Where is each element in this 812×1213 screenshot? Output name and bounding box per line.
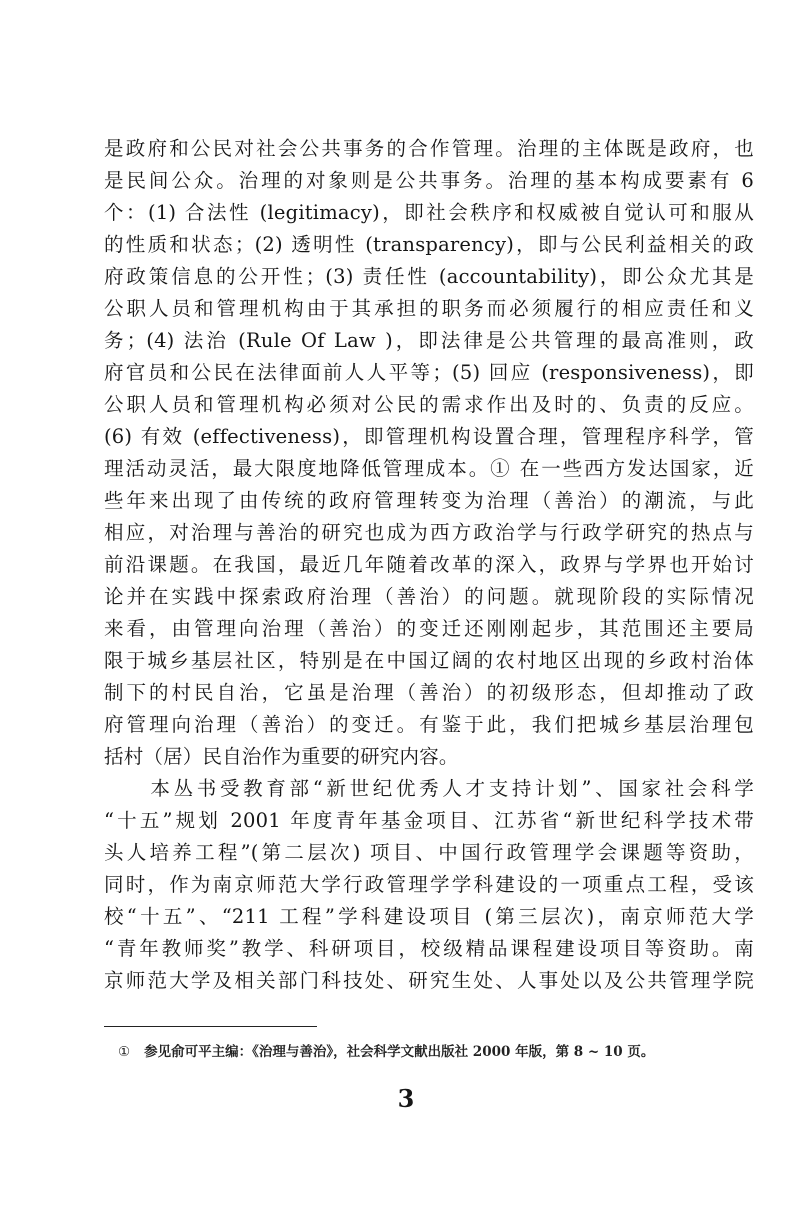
text-line: 务；(4) 法治 (Rule Of Law )，即法律是公共管理的最高准则，政: [104, 329, 754, 352]
text-line: (6) 有效 (effectiveness)，即管理机构设置合理，管理程序科学，管: [104, 425, 754, 448]
text-line: 前沿课题。在我国，最近几年随着改革的深入，政界与学界也开始讨: [104, 553, 754, 576]
text-line: 公职人员和管理机构必须对公民的需求作出及时的、负责的反应。: [104, 393, 754, 416]
text-line: 同时，作为南京师范大学行政管理学学科建设的一项重点工程，受该: [104, 873, 754, 896]
text-line: 京师范大学及相关部门科技处、研究生处、人事处以及公共管理学院: [104, 969, 754, 992]
text-line: 的性质和状态；(2) 透明性 (transparency)，即与公民利益相关的政: [104, 233, 754, 256]
text-line: 校“十五”、“211 工程”学科建设项目 (第三层次)，南京师范大学: [104, 905, 754, 928]
page-number: 3: [397, 1084, 415, 1113]
body-text: [104, 133, 754, 997]
text-line: 头人培养工程”(第二层次) 项目、中国行政管理学会课题等资助，: [104, 841, 754, 864]
footnote-text: 参见俞可平主编：《治理与善治》，社会科学文献出版社 2000 年版，第 8 ~ 10 页。: [144, 1044, 655, 1060]
text-line: 府官员和公民在法律面前人人平等；(5) 回应 (responsiveness)，即: [104, 361, 754, 384]
text-line: 些年来出现了由传统的政府管理转变为治理（善治）的潮流，与此: [104, 489, 754, 512]
text-line: 来看，由管理向治理（善治）的变迁还刚刚起步，其范围还主要局: [104, 617, 754, 640]
footnote-mark: ①: [118, 1044, 131, 1060]
text-line: 是民间公众。治理的对象则是公共事务。治理的基本构成要素有 6: [104, 169, 754, 192]
text-line: 论并在实践中探索政府治理（善治）的问题。就现阶段的实际情况: [104, 585, 754, 608]
text-line: 理活动灵活，最大限度地降低管理成本。① 在一些西方发达国家，近: [104, 457, 754, 480]
text-line: “青年教师奖”教学、科研项目，校级精品课程建设项目等资助。南: [104, 937, 754, 960]
footnote: [118, 1042, 654, 1062]
footnote-divider: [104, 1026, 317, 1027]
text-line: 制下的村民自治，它虽是治理（善治）的初级形态，但却推动了政: [104, 681, 754, 704]
text-line: 是政府和公民对社会公共事务的合作管理。治理的主体既是政府，也: [104, 137, 754, 160]
text-line: 本丛书受教育部“新世纪优秀人才支持计划”、国家社会科学: [104, 777, 754, 800]
text-line: 相应，对治理与善治的研究也成为西方政治学与行政学研究的热点与: [104, 521, 754, 544]
text-line: 括村（居）民自治作为重要的研究内容。: [104, 745, 459, 768]
text-line: “十五”规划 2001 年度青年基金项目、江苏省“新世纪科学技术带: [104, 809, 754, 832]
text-line: 府政策信息的公开性；(3) 责任性 (accountability)，即公众尤其是: [104, 265, 754, 288]
text-line: 个：(1) 合法性 (legitimacy)，即社会秩序和权威被自觉认可和服从: [104, 201, 754, 224]
text-line: 府管理向治理（善治）的变迁。有鉴于此，我们把城乡基层治理包: [104, 713, 754, 736]
text-line: 限于城乡基层社区，特别是在中国辽阔的农村地区出现的乡政村治体: [104, 649, 754, 672]
text-line: 公职人员和管理机构由于其承担的职务而必须履行的相应责任和义: [104, 297, 754, 320]
